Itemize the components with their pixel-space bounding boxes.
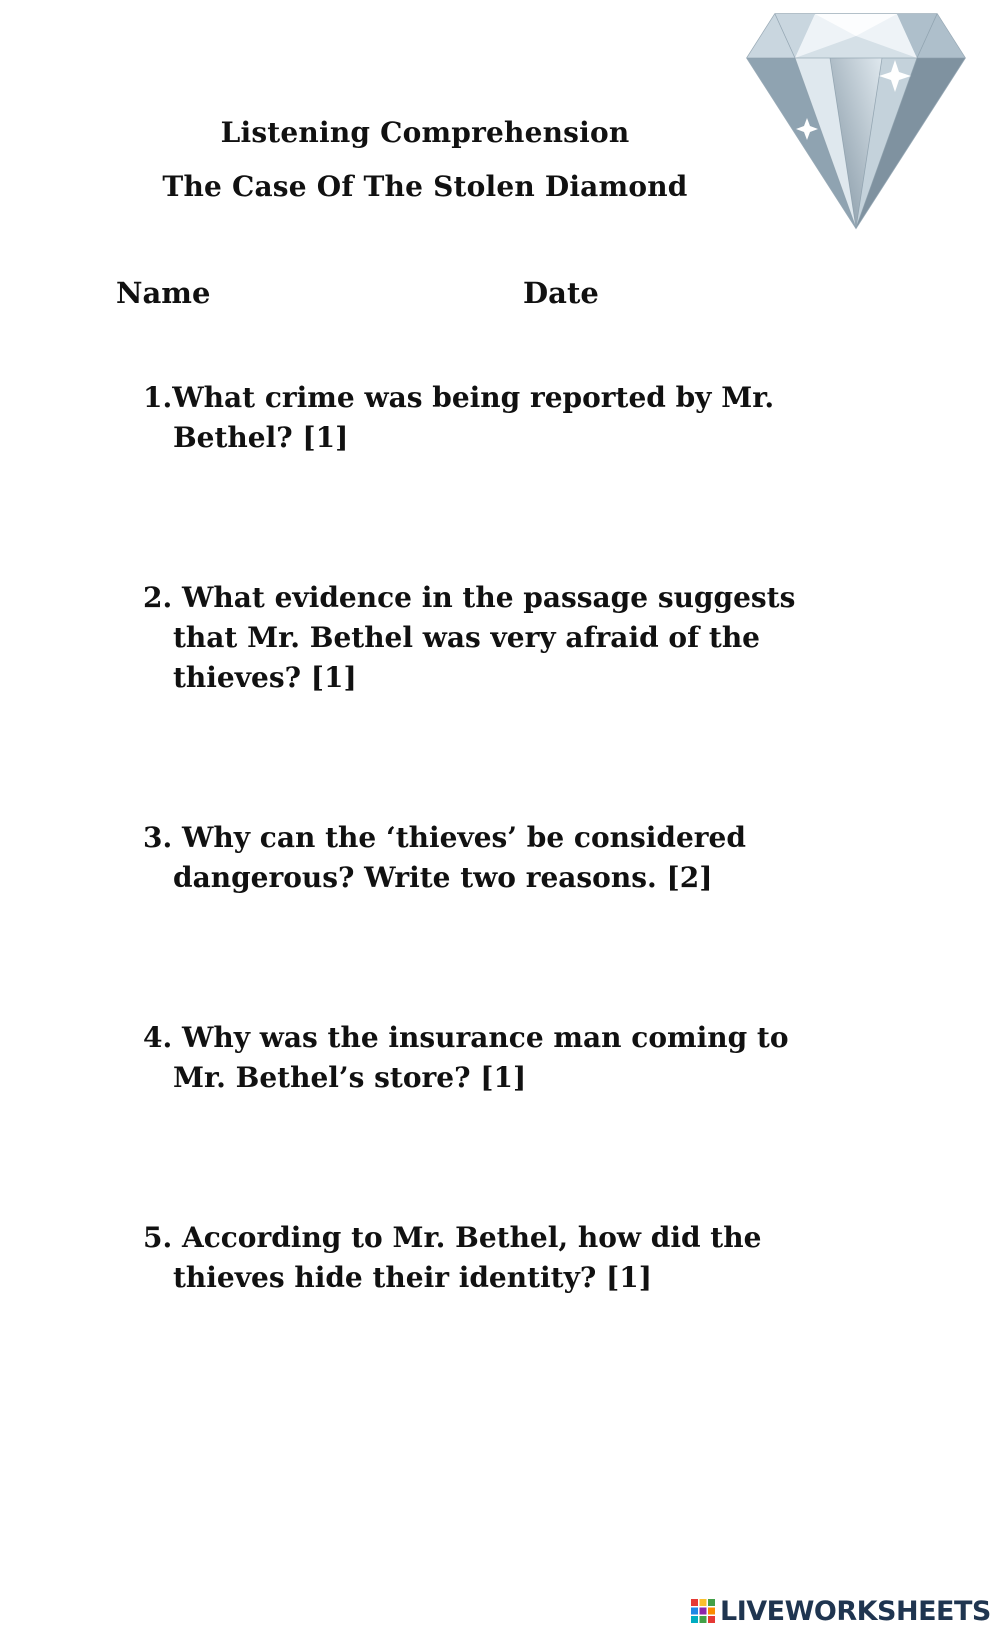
worksheet-title: Listening Comprehension [220,116,630,149]
question-5-line-1: 5. According to Mr. Bethel, how did the [143,1221,762,1254]
date-field-label: Date [523,276,599,310]
question-3-line-2: dangerous? Write two reasons. [2] [173,861,713,894]
question-2 [143,578,843,698]
liveworksheets-logo-icon [690,1598,716,1624]
diamond-icon [745,10,967,232]
question-3-line-1: 3. Why can the ‘thieves’ be considered [143,821,746,854]
question-2-line-3: thieves? [1] [173,661,357,694]
question-2-line-1: 2. What evidence in the passage suggests [143,581,796,614]
question-5 [143,1218,843,1298]
question-4 [143,1018,843,1098]
question-4-line-2: Mr. Bethel’s store? [1] [173,1061,527,1094]
liveworksheets-logo[interactable] [690,1593,991,1629]
question-1 [143,378,843,458]
question-3 [143,818,843,898]
worksheet-subtitle: The Case Of The Stolen Diamond [162,170,688,203]
name-field-label: Name [116,276,211,310]
question-5-line-2: thieves hide their identity? [1] [173,1261,653,1294]
liveworksheets-brand-text: LIVEWORKSHEETS [720,1595,991,1627]
question-1-line-1: 1.What crime was being reported by Mr. [143,381,775,414]
question-1-line-2: Bethel? [1] [173,421,349,454]
question-4-line-1: 4. Why was the insurance man coming to [143,1021,789,1054]
question-2-line-2: that Mr. Bethel was very afraid of the [173,621,760,654]
